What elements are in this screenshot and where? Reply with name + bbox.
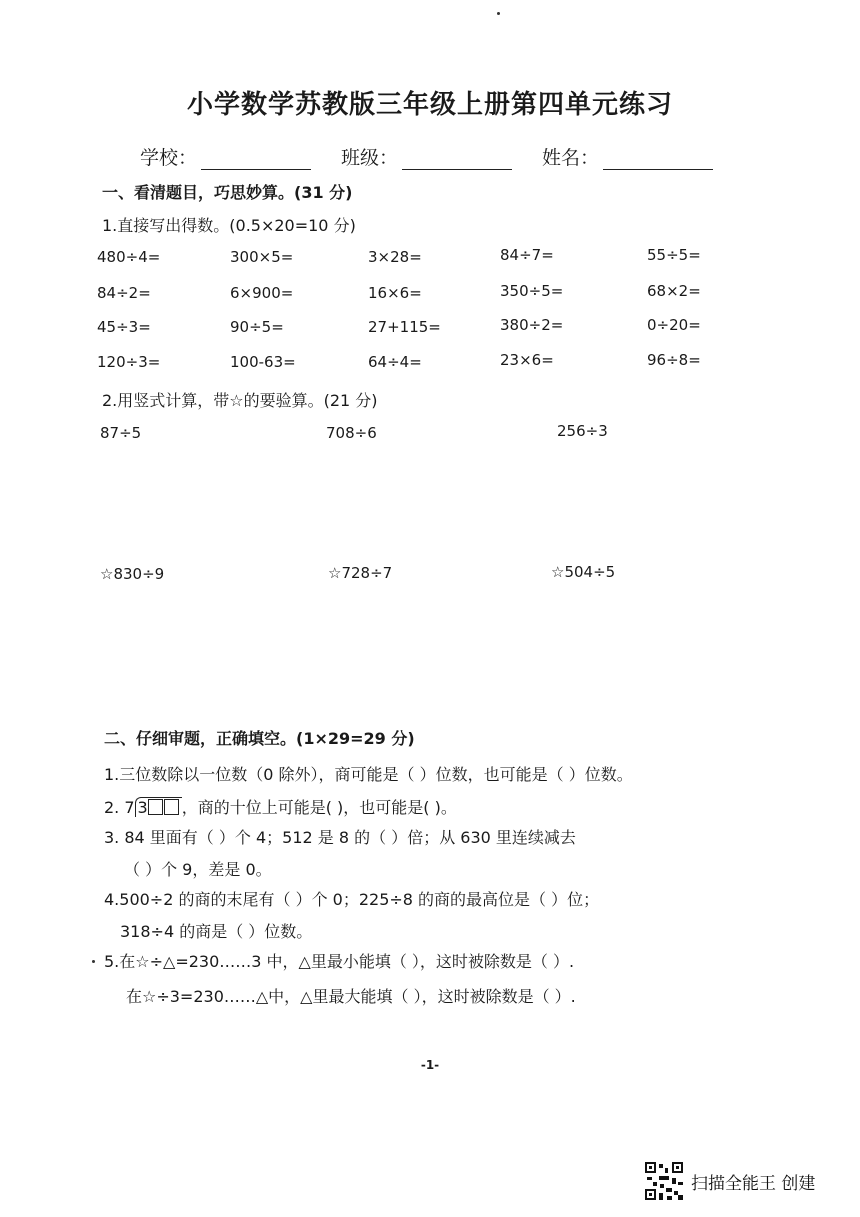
calc-item: 0÷20= xyxy=(647,316,701,334)
scan-speck xyxy=(497,12,500,15)
calc-item: 45÷3= xyxy=(97,318,151,336)
calc-item: 84÷2= xyxy=(97,284,151,302)
calc-item: 100-63= xyxy=(230,353,296,371)
vertical-calc-item: 708÷6 xyxy=(326,424,377,442)
question-2 xyxy=(104,795,457,818)
calc-item: 480÷4= xyxy=(97,248,161,266)
question-4-line1: 4.500÷2 的商的末尾有（ ）个 0；225÷8 的商的最高位是（ ）位； xyxy=(104,890,600,909)
class-label: 班级： xyxy=(341,147,399,169)
calc-item: 16×6= xyxy=(368,284,422,302)
name-field xyxy=(542,143,713,170)
q2-divisor: 2. 7 xyxy=(104,798,135,817)
question-1: 1.三位数除以一位数（0 除外），商可能是（ ）位数，也可能是（ ）位数。 xyxy=(104,765,633,784)
section1-heading: 一、看清题目，巧思妙算。(31 分) xyxy=(102,183,353,202)
class-blank[interactable] xyxy=(402,149,512,170)
scan-speck xyxy=(92,960,95,963)
calc-item: 3×28= xyxy=(368,248,422,266)
calc-item: 68×2= xyxy=(647,282,701,300)
question-3-line1: 3. 84 里面有（ ）个 4；512 是 8 的（ ）倍；从 630 里连续减去 xyxy=(104,828,576,847)
school-label: 学校： xyxy=(140,147,198,169)
question-3-line2: （ ）个 9，差是 0。 xyxy=(124,860,272,879)
long-division-bracket xyxy=(135,797,182,817)
part1-heading: 1.直接写出得数。(0.5×20=10 分) xyxy=(102,216,356,235)
vertical-calc-item: ☆504÷5 xyxy=(551,563,616,581)
question-5-line1: 5.在☆÷△=230……3 中，△里最小能填（ ），这时被除数是（ ）. xyxy=(104,952,575,971)
vertical-calc-item: ☆830÷9 xyxy=(100,565,165,583)
q2-text: ，商的十位上可能是( )，也可能是( )。 xyxy=(181,798,457,817)
calc-item: 27+115= xyxy=(368,318,441,336)
section2-heading: 二、仔细审题，正确填空。(1×29=29 分) xyxy=(104,729,415,748)
vertical-calc-item: 256÷3 xyxy=(557,422,608,440)
school-field xyxy=(140,143,311,170)
calc-item: 380÷2= xyxy=(500,316,564,334)
class-field xyxy=(341,143,512,170)
part2-heading: 2.用竖式计算，带☆的要验算。(21 分) xyxy=(102,391,378,410)
blank-box[interactable] xyxy=(164,799,179,815)
qr-code-icon xyxy=(645,1162,683,1200)
question-4-line2: 318÷4 的商是（ ）位数。 xyxy=(120,922,313,941)
calc-item: 64÷4= xyxy=(368,353,422,371)
calc-item: 96÷8= xyxy=(647,351,701,369)
vertical-calc-item: 87÷5 xyxy=(100,424,142,442)
calc-item: 23×6= xyxy=(500,351,554,369)
q2-dividend-digit: 3 xyxy=(137,798,148,817)
calc-item: 300×5= xyxy=(230,248,294,266)
name-label: 姓名： xyxy=(542,147,600,169)
page-number: -1- xyxy=(420,1058,440,1072)
calc-item: 55÷5= xyxy=(647,246,701,264)
watermark-text: 扫描全能王 创建 xyxy=(691,1173,816,1194)
name-blank[interactable] xyxy=(603,149,713,170)
calc-item: 84÷7= xyxy=(500,246,554,264)
calc-item: 120÷3= xyxy=(97,353,161,371)
calc-item: 6×900= xyxy=(230,284,294,302)
vertical-calc-item: ☆728÷7 xyxy=(328,564,393,582)
calc-item: 350÷5= xyxy=(500,282,564,300)
blank-box[interactable] xyxy=(148,799,163,815)
scanner-watermark xyxy=(645,1162,815,1200)
question-5-line2: 在☆÷3=230……△中，△里最大能填（ ），这时被除数是（ ）. xyxy=(126,987,576,1006)
calc-item: 90÷5= xyxy=(230,318,284,336)
page-title: 小学数学苏教版三年级上册第四单元练习 xyxy=(186,90,673,120)
school-blank[interactable] xyxy=(201,149,311,170)
student-info-row xyxy=(140,143,743,170)
